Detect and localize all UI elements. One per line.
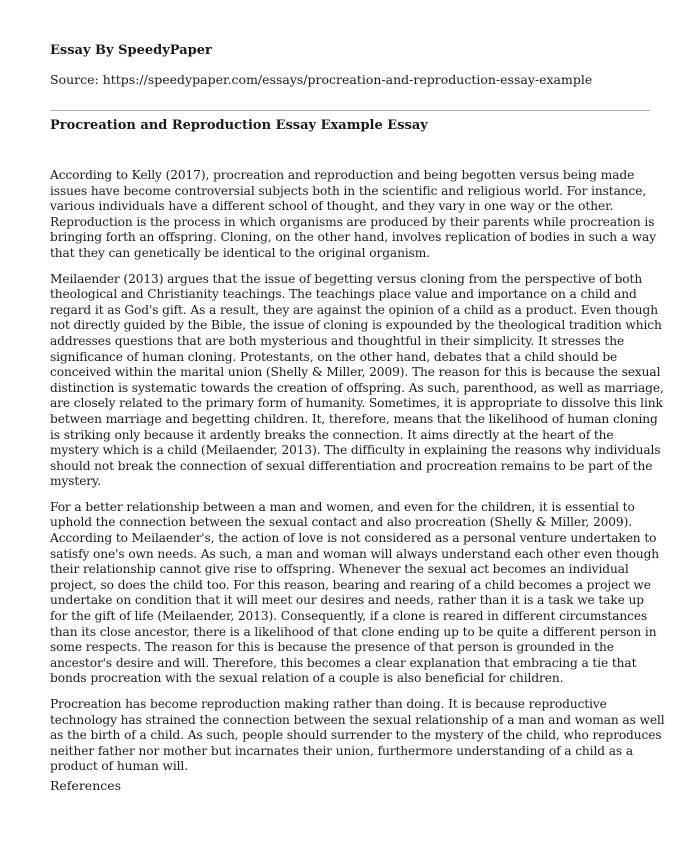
essay-title: Procreation and Reproduction Essay Example Essay — [50, 118, 428, 133]
essay-paragraph-4: Procreation has become reproduction making rather than doing. It is because reproductive technology has strained the connection between the sexual relationship of a man and woman as well as the birth of a child. As such, people should surrender to the mystery of the child, who reproduces neither father nor mother but incarnates their union, furthermore understanding of a child as a product of human will. — [50, 697, 665, 774]
document-header-title: Essay By SpeedyPaper — [50, 43, 212, 58]
essay-paragraph-3: For a better relationship between a man and women, and even for the children, it is essential to uphold the connection between the sexual contact and also procreation (Shelly & Miller, 2009). According to Meilaender's, the action of love is not considered as a personal venture undertaken to satisfy one's own needs. As such, a man and woman will always understand each other even though their relationship cannot give rise to offspring. Whenever the sexual act becomes an individual project, so does the child too. For this reason, bearing and rearing of a child becomes a project we undertake on condition that it will meet our desires and needs, rather than it is a task we take up for the gift of life (Meilaender, 2013). Consequently, if a clone is reared in different circumstances than its close ancestor, there is a likelihood of that clone ending up to be quite a different person in some respects. The reason for this is because the presence of that person is grounded in the ancestor's desire and will. Therefore, this becomes a clear explanation that embracing a tie that bonds procreation with the sexual relation of a couple is also beneficial for children. — [50, 499, 660, 686]
header-divider — [50, 110, 650, 111]
essay-body — [50, 168, 665, 785]
essay-paragraph-2: Meilaender (2013) argues that the issue of begetting versus cloning from the perspective of both theological and Christianity teachings. The teachings place value and importance on a child and regard it as God's gift. As a result, they are against the opinion of a child as a product. Even though not directly guided by the Bible, the issue of cloning is expounded by the theological tradition which addresses questions that are both mysterious and thoughtful in their simplicity. It stresses the significance of human cloning. Protestants, on the other hand, debates that a child should be conceived within the marital union (Shelly & Miller, 2009). The reason for this is because the sexual distinction is systematic towards the creation of offspring. As such, parenthood, as well as marriage, are closely related to the primary form of humanity. Sometimes, it is appropriate to dissolve this link between marriage and begetting children. It, therefore, means that the likelihood of human cloning is striking only because it ardently breaks the connection. It aims directly at the heart of the mystery which is a child (Meilaender, 2013). The difficulty in explaining the reasons why individuals should not break the connection of sexual differentiation and procreation remains to be part of the mystery. — [50, 271, 664, 489]
references-heading: References — [50, 778, 122, 793]
source-line: Source: https://speedypaper.com/essays/procreation-and-reproduction-essay-example — [50, 72, 593, 87]
essay-paragraph-1: According to Kelly (2017), procreation and reproduction and being begotten versus being made issues have become controversial subjects both in the scientific and religious world. For instance, various individuals have a different school of thought, and they vary in one way or the other. Reproduction is the process in which organisms are produced by their parents while procreation is bringing forth an offspring. Cloning, on the other hand, involves replication of bodies in such a way that they can genetically be identical to the original organism. — [50, 168, 657, 260]
